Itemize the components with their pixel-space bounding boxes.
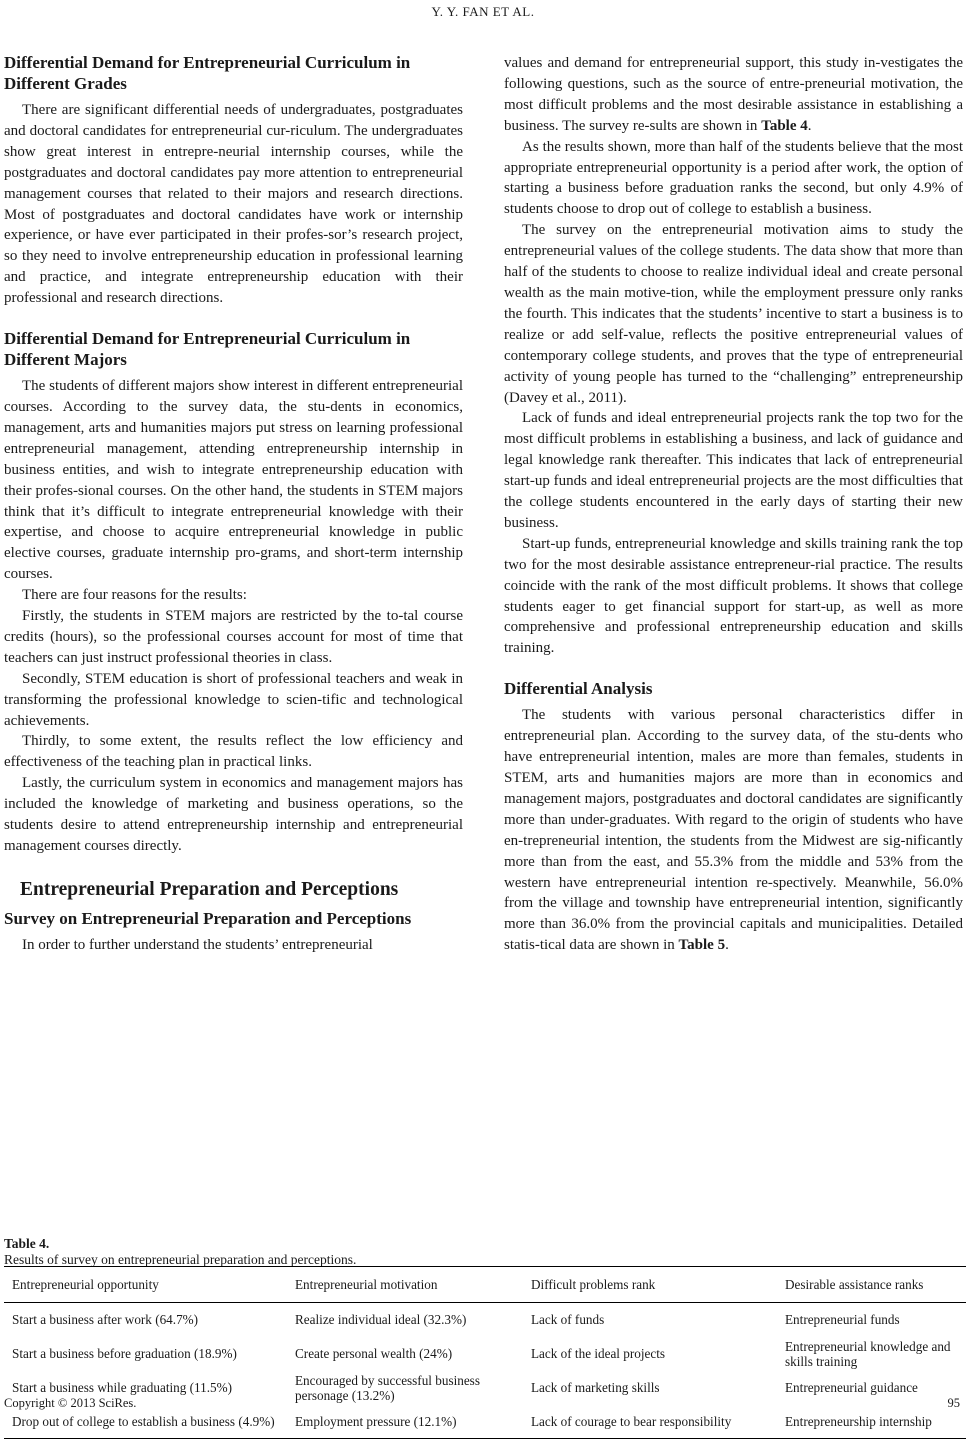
table-cell: Lack of courage to bear responsibility [523, 1405, 777, 1439]
table-cell: Create personal wealth (24%) [295, 1346, 453, 1361]
table-cell: Lack of funds [531, 1312, 605, 1328]
running-head: Y. Y. FAN ET AL. [431, 4, 535, 19]
table5-reference: Table 5 [678, 937, 726, 954]
paragraph-continued: values and demand for entrepreneurial support, this study in-vestigates the following questions, such as the source of entre-preneurial motivation, the most difficult problems and the most desirable assistance in establishing a business. The survey re-sults are shown in Table 4. [504, 55, 963, 134]
table-caption-title: Table 4. [4, 1236, 50, 1251]
paragraph-first: Firstly, the students in STEM majors are restricted by the to-tal course credits (hours), so the professional courses account for most of time that teachers can just instruct professional theories in class. [4, 608, 463, 666]
page-number: 95 [947, 1396, 960, 1410]
heading-majors: Differential Demand for Entrepreneurial Curriculum in Different Majors [4, 329, 411, 370]
paragraph-majors: The students of different majors show interest in different entrepreneurial courses. According to the survey data, the stu-dents in economics, management, arts and humanities majors put stress on learning professional entrepreneurial management, attending entrepreneurship internship in business entities, and wish to integrate entrepreneurship education with their profes-sional courses. On the other hand, the students in STEM majors think that it’s difficult to integrate entrepreneurial knowledge with their expertise, and choose to acquire entrepreneurial knowledge in public elective courses, graduate internship pro-grams, and short-term internship courses. [4, 378, 463, 583]
paragraph-funds: Lack of funds and ideal entrepreneurial projects rank the top two for the most difficult problems in establishing a business, and lack of guidance and legal knowledge rank thereafter. This indicates that lack of entrepreneurial start-up funds and ideal entrepreneurial projects are the most difficulties that the college students encountered in the early days of starting their new business. [504, 410, 963, 531]
paragraph-survey: In order to further understand the students’ entrepreneurial [22, 936, 373, 953]
column-header: Desirable assistance ranks [777, 1267, 966, 1303]
table-cell: Encouraged by successful business personage (13.2%) [295, 1372, 480, 1403]
paragraph-startup: Start-up funds, entrepreneurial knowledge and skills training rank the top two for the most desirable assistance entrepreneur-rial practice. The results coincide with the rank of the most difficult problems. It shows that college students eager to get financial support for start-up, as well as more comprehensive and professional entrepreneurship education and skills training. [504, 535, 963, 657]
table-cell: Start a business after work (64.7%) [12, 1312, 199, 1328]
left-column [4, 52, 463, 956]
table-row [4, 1337, 966, 1371]
paragraph-grades: There are significant differential needs of undergraduates, postgraduates and doctoral candidates for entrepreneurial cur-riculum. The undergraduates show great interest in entrepre-neurial internship courses, while the postgraduates and doctoral candidates pay more attention to entrepreneurial management courses that related to their majors and research directions. Most of postgraduates and doctoral candidates have work or internship experience, or have ever participated in their profes-sor’s research project, so they need to involve entrepreneurship education in professional learning and practice, and integrate entrepreneurship education with their professional and research directions. [4, 102, 463, 307]
table-cell: Employment pressure (12.1%) [287, 1405, 523, 1439]
right-column [504, 53, 963, 956]
table-cell: Start a business before graduation (18.9%) [12, 1346, 237, 1361]
heading-survey: Survey on Entrepreneurial Preparation and Perceptions [4, 908, 412, 928]
section-title: Entrepreneurial Preparation and Perceptions [20, 878, 399, 900]
table-cell: Drop out of college to establish a business (4.9%) [4, 1405, 287, 1439]
table-cell: Lack of marketing skills [531, 1380, 660, 1395]
page-footer [4, 1396, 964, 1411]
table-row [4, 1303, 966, 1337]
paragraph-reasons: There are four reasons for the results: [22, 587, 247, 604]
paragraph-differential: The students with various personal characteristics differ in entrepreneurial plan. According to the survey data, of the stu-dents who have entrepreneurial intention, males are more than females, students in STEM, arts and humanities majors are more than in economics and management majors, postgraduates and doctoral candidates are significantly more than under-graduates. With regard to the origin of students who have en-trepreneurial intention, the students from the Midwest are sig-nificantly more than from the east, and 55.3% from the middle and 53% from the western have entrepreneurial intention re-spectively. Meanwhile, 56.0% from the village and township have entrepreneurial intention, significantly more than 36.0% from the provincial capitals and municipalities. Detailed statis-tical data are shown in Table 5. [504, 707, 963, 954]
table-cell: Entrepreneurship internship [777, 1405, 966, 1439]
table-cell: Entrepreneurial guidance [785, 1380, 918, 1395]
paragraph-motivation: The survey on the entrepreneurial motivation aims to study the entrepreneurial values of the college students. The data show that more than half of the students to choose to realize individual ideal and create personal wealth as the main motive-tion, while the employment pressure only ranks the fourth. This indicates that the students’ incentive to start a business is to realize or add self-value, reflects the positive entrepreneurial values of contemporary college students, and proves that the type of entrepreneurial activity of young people has turned to the “challenging” entrepreneurship (Davey et al., 2011). [504, 222, 963, 406]
table-cell: Lack of the ideal projects [531, 1346, 666, 1361]
paragraph-opportunity: As the results shown, more than half of the students believe that the most appropriate entrepreneurial opportunity is a period after work, the option of starting a business before graduation ranks the second, but only 4.9% of students choose to drop out of college to establish a business. [504, 138, 963, 218]
copyright-notice: Copyright © 2013 SciRes. [4, 1396, 137, 1410]
table4-reference: Table 4 [761, 117, 808, 134]
heading-differential-analysis: Differential Analysis [504, 679, 653, 699]
results-table [4, 1266, 966, 1439]
table-header-row [4, 1267, 966, 1303]
column-header: Entrepreneurial opportunity [4, 1267, 287, 1303]
column-header: Entrepreneurial motivation [287, 1267, 523, 1303]
heading-grades: Differential Demand for Entrepreneurial Curriculum in Different Grades [4, 53, 411, 93]
table-cell: Realize individual ideal (32.3%) [295, 1312, 467, 1328]
table-cell: Entrepreneurial knowledge and skills training [785, 1338, 951, 1369]
table-cell: Entrepreneurial funds [785, 1312, 900, 1328]
column-header: Difficult problems rank [523, 1267, 777, 1303]
paragraph-third: Thirdly, to some extent, the results reflect the low efficiency and effectiveness of the teaching plan in practical links. [4, 733, 463, 771]
paragraph-second: Secondly, STEM education is short of professional teachers and weak in transforming the professional knowledge to scien-tific and technological achievements. [4, 670, 463, 729]
table-cell: Start a business while graduating (11.5%) [12, 1380, 232, 1395]
paragraph-last: Lastly, the curriculum system in economics and management majors has included the knowledge of marketing and business operations, so the students desire to attend entrepreneurship internship and entrepreneurial management courses directly. [4, 775, 463, 854]
table-caption-text: Results of survey on entrepreneurial preparation and perceptions. [4, 1252, 357, 1267]
table-caption [4, 1236, 356, 1268]
